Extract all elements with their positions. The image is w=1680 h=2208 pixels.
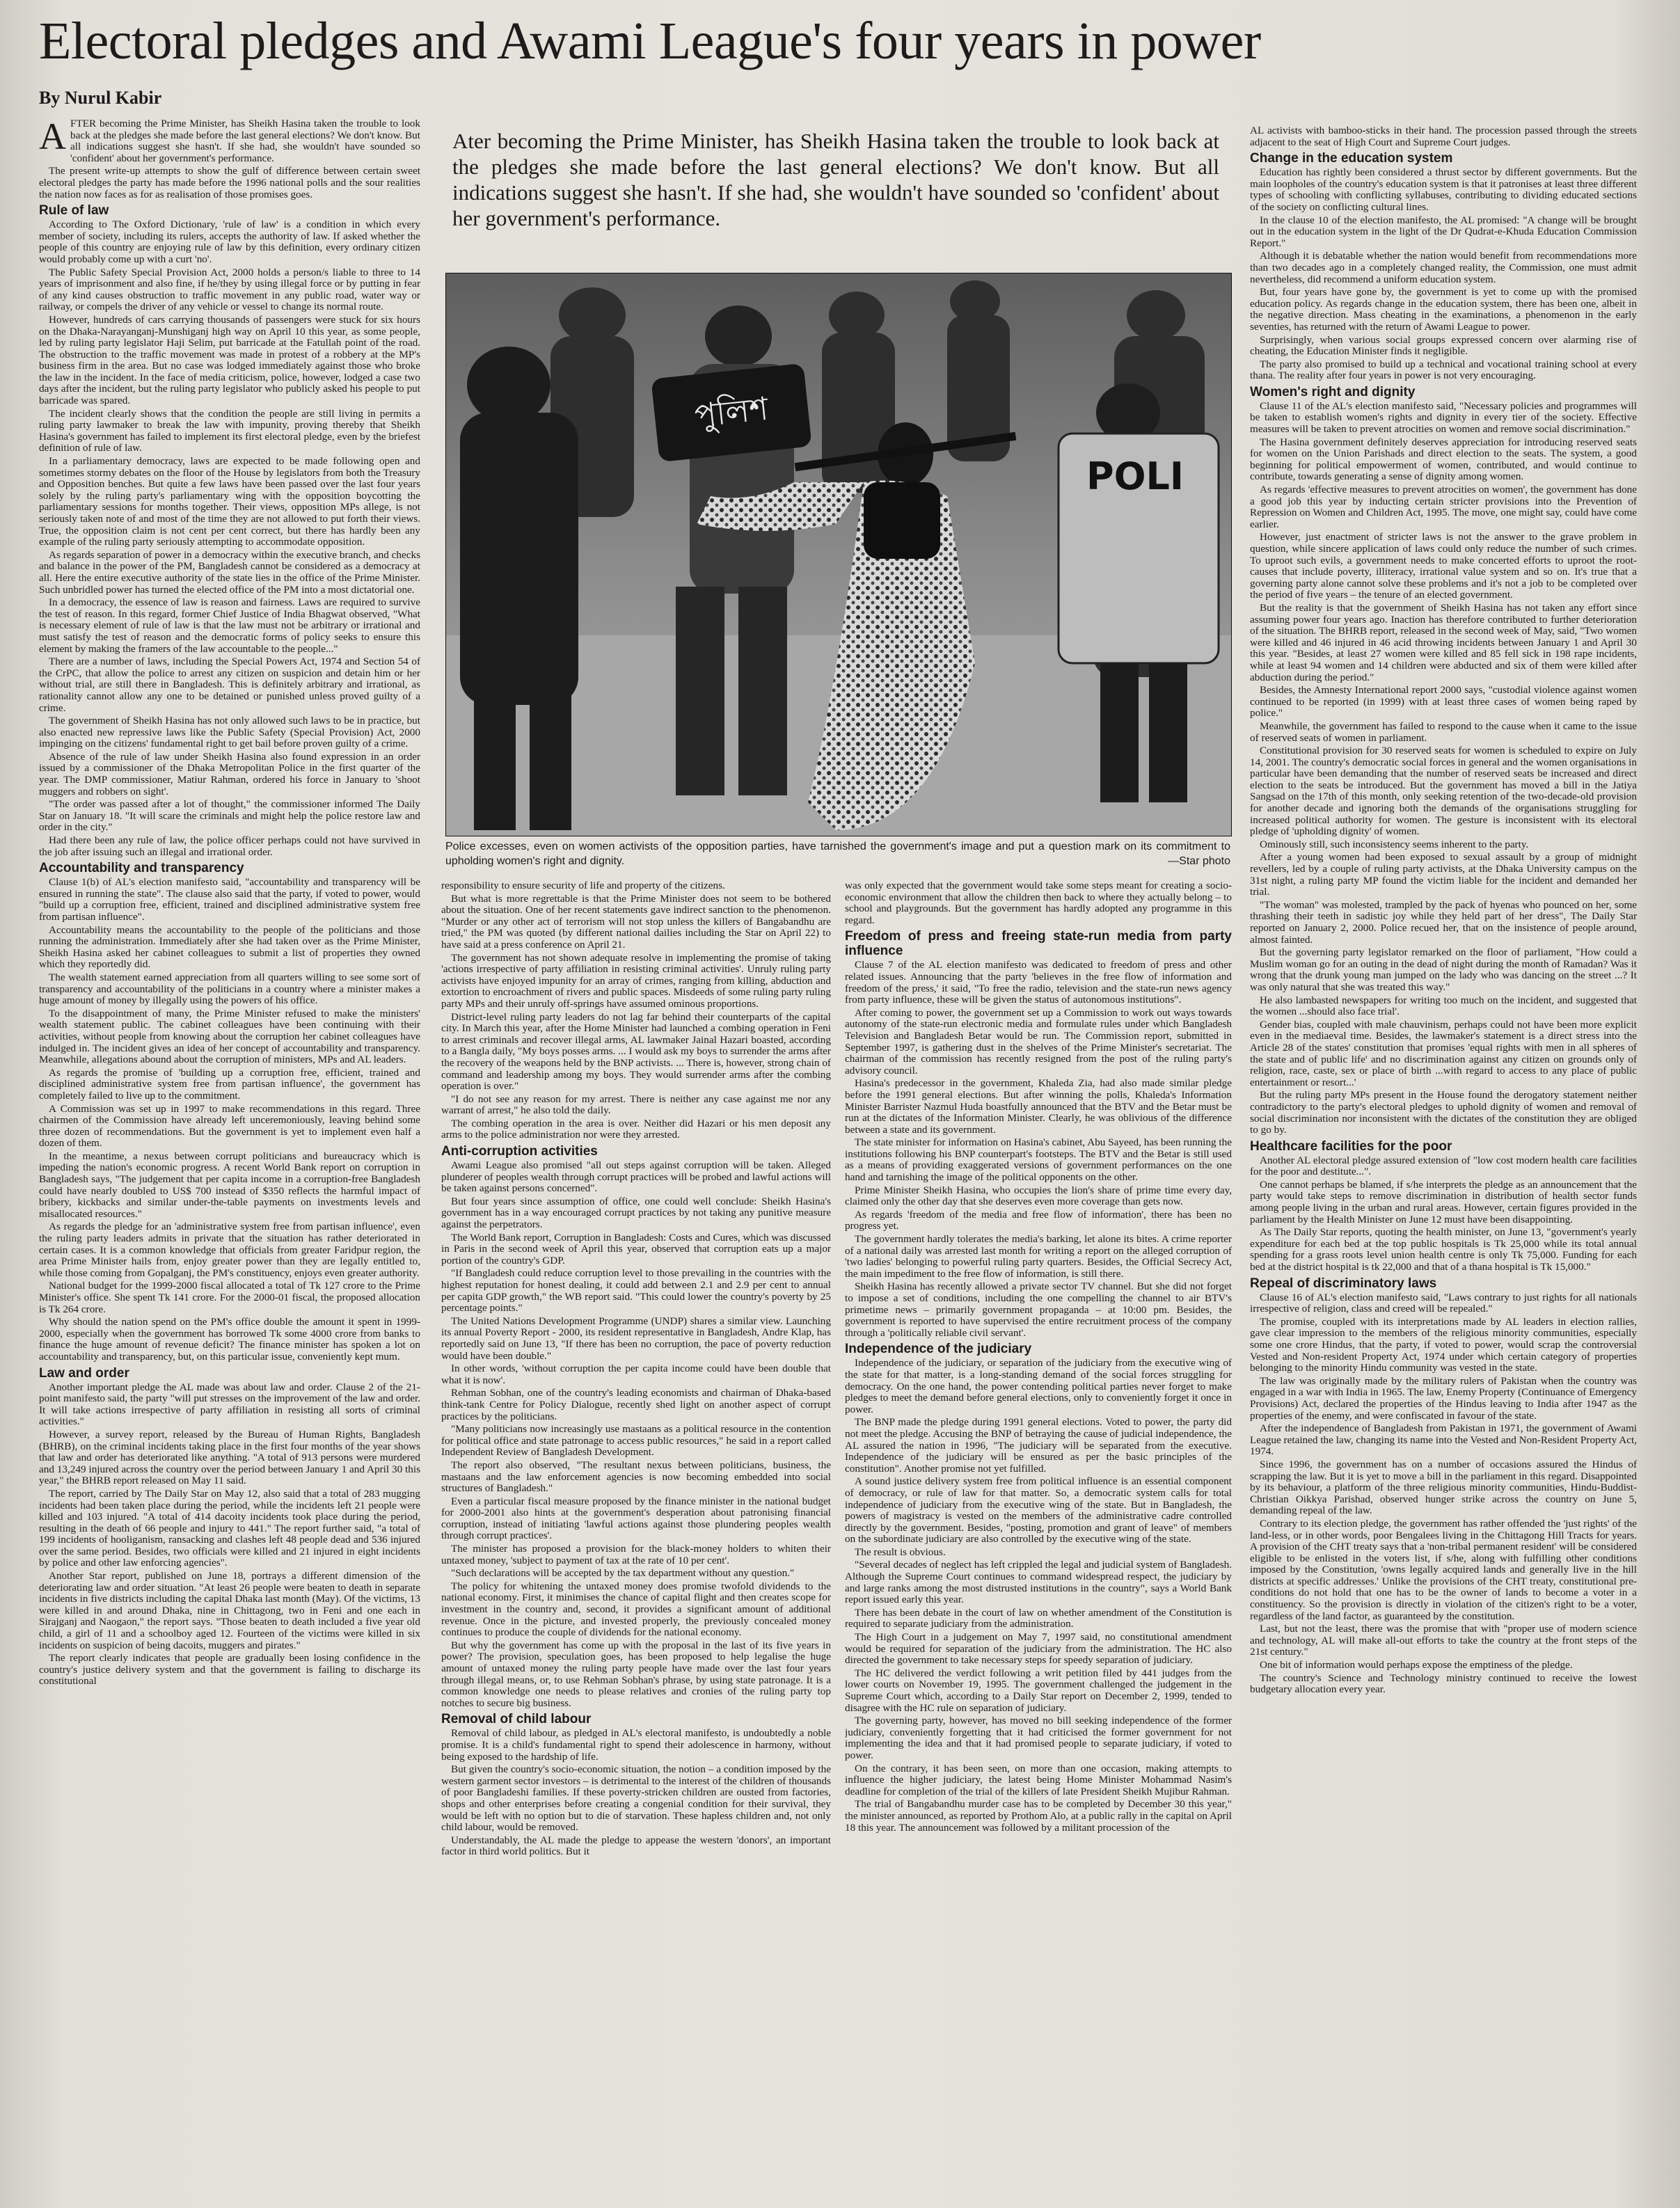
paragraph: A Commission was set up in 1997 to make recommendations in this regard. Three chairmen of the Commission have already left unceremoniously, leaving behind some three dozen of recommendations. But the government is yet to implement even half a dozen of them. (39, 1102, 420, 1150)
paragraph: As regards separation of power in a democracy within the executive branch, and checks and balance in the power of the PM, Bangladesh cannot be considered as a democracy at all. Here the entire executive authority of the state lies in the office of the Prime Minister. Such unbridled power has turned the elected office of the PM into a most dictatorial one. (39, 548, 420, 596)
paragraph: responsibility to ensure security of life and property of the citizens. (441, 880, 725, 891)
paragraph: According to The Oxford Dictionary, 'rule of law' is a condition in which every member of society, including its rulers, accepts the authority of law. If asked whether the people of this country are enjoying rule of law by this definition, every ordinary citizen would probably come up with a curt 'no'. (39, 219, 420, 265)
article-column-1 (39, 118, 420, 2195)
paragraph: was only expected that the government would take some steps meant for creating a socio-economic environment that allow the children then back to where they actually belong – to school and playgrounds. But the government has hardly adopted any programme in this regard. (845, 880, 1232, 926)
paragraph: The party also promised to build up a technical and vocational training school at every thana. The reality after four years in power is not very encouraging. (1250, 358, 1637, 382)
paragraph: "I do not see any reason for my arrest. There is neither any case against me nor any warrant of arrest," he also told the daily. (441, 1093, 831, 1117)
paragraph: Surprisingly, when various social groups expressed concern over alarming rise of cheating, the Education Minister finds it negligible. (1250, 333, 1637, 358)
paragraph: There are a number of laws, including the Special Powers Act, 1974 and Section 54 of the CrPC, that allow the police to arrest any citizen on suspicion and detain him or her without trial, are still there in Bangladesh. This is definitely arbitrary and irrational, as rationality cannot allow any one to be detained or punished unless proved guilty of a crime. (39, 656, 420, 714)
paragraph: The incident clearly shows that the condition the people are still living in permits a ruling party lawmaker to break the law with impunity, proving thereby that Sheikh Hasina's government has failed to implement its first electoral pledge, even by the briefest definition of rule of law. (39, 407, 420, 454)
paragraph: Clause 1(b) of AL's election manifesto said, "accountability and transparency will be ensured in running the state". The clause also said that the party, if voted to power, would "build up a corruption free, efficient, trained and disciplined administrative system free from partisan influence". (39, 876, 420, 923)
section-heading-accountability: Accountability and transparency (39, 861, 244, 876)
paragraph: "If Bangladesh could reduce corruption level to those prevailing in the countries with the highest reputation for honest dealing, it could add between 2.1 and 2.9 per cent to annual per capita GDP growth," the WB report said. "This could lower the country's poverty by 25 percentage points." (441, 1267, 831, 1315)
paragraph: In the clause 10 of the election manifesto, the AL promised: "A change will be brought out in the education system in the light of the Dr Qudrat-e-Khuda Education Commission Report." (1250, 214, 1637, 249)
paragraph: The HC delivered the verdict following a writ petition filed by 441 judges from the lower courts on November 19, 1995. The government challenged the judgement in the Supreme Court which, according to a Daily Star report on December 2, 1999, tended to disagree with the HC rule on separation of judiciary. (845, 1667, 1232, 1714)
paragraph: The United Nations Development Programme (UNDP) shares a similar view. Launching its annual Poverty Report - 2000, its resident representative in Bangladesh, Andre Klap, has reportedly said on June 13, "If there has been no corruption, the pace of poverty reduction would have been double." (441, 1315, 831, 1362)
paragraph: The government of Sheikh Hasina has not only allowed such laws to be in practice, but also enacted new repressive laws like the Public Safety (Special Provision) Act, 2000 impinging on the citizens' fundamental right to get bail before proven guilty of a crime. (39, 715, 420, 750)
paragraph: However, hundreds of cars carrying thousands of passengers were stuck for six hours on the Dhaka-Narayanganj-Munshiganj high way on April 10 this year, as some people, led by ruling party legislator Haji Selim, put barricade at the Fatullah point of the road. The obstruction to the traffic movement was made in protest of a robbery at the MP's business firm in the area. But no case was lodged immediately against those who broke the law in the incident. In the face of media criticism, police, however, lodged a case two days after the incident, but the ruling party legislator who publicly asked his people to put barricade was spared. (39, 313, 420, 407)
paragraph: However, just enactment of stricter laws is not the answer to the grave problem in question, while sincere application of laws could only reduce the number of such crimes. To uproot such evils, a government needs to make concerted efforts to uproot the root-causes that include poverty, illiteracy, irrational value system and so on. It's true that a governing party alone cannot solve these problems and it's not a job to be completed over the period of five years – the tenure of an elected government. (1250, 531, 1637, 601)
paragraph: Last, but not the least, there was the promise that with "proper use of modern science and technology, AL will make all-out efforts to take the country at the front steps of the 21st century." (1250, 1623, 1637, 1658)
paragraph: National budget for the 1999-2000 fiscal allocated a total of Tk 127 crore to the Prime Minister's office. She spent Tk 141 crore. For the 2000-01 fiscal, the proposed allocation is Tk 264 crore. (39, 1280, 420, 1315)
paragraph: Another important pledge the AL made was about law and order. Clause 2 of the 21-point manifesto said, the party "will put stresses on the improvement of the law and order. It will take actions irrespective of party affiliation in resisting all sorts of criminal activities." (39, 1381, 420, 1428)
paragraph: Although it is debatable whether the nation would benefit from recommendations more than two decades ago in a completely changed reality, the Commission, one must admit nevertheless, did recommend a uniform education system. (1250, 250, 1637, 285)
paragraph: Accountability means the accountability to the people of the politicians and those running the administration. Immediately after she had taken over as the Prime Minister, Sheikh Hasina asked her cabinet colleagues to submit a list of properties they owned which they reportedly did. (39, 923, 420, 971)
paragraph: The trial of Bangabandhu murder case has to be completed by December 30 this year," the minister announced, as reported by Prothom Alo, at a public rally in the capital on April 18 this year. The announcement was followed by a militant procession of the (845, 1798, 1232, 1834)
paragraph: "The woman" was molested, trampled by the pack of hyenas who pounced on her, some thrashing their teeth in sadistic joy while they held part of her dress", The Daily Star reported on January 2, 2000. Police recued her, that on the insistence of people around, almost fainted. (1250, 898, 1637, 946)
paragraph: The World Bank report, Corruption in Bangladesh: Costs and Cures, which was discussed in Paris in the second week of April this year, observed that corruption eats up a major portion of the country's GDP. (441, 1231, 831, 1266)
paragraph: But the governing party legislator remarked on the floor of parliament, "How could a Muslim woman go for an outing in the dead of night during the month of Ramadan? Was it wrong that the drunk young man jumped on the lady who was dancing on the street ...? It was only natural that she was treated this way." (1250, 946, 1637, 993)
shield-label: পুলিশ (692, 389, 770, 435)
paragraph: The report, carried by The Daily Star on May 12, also said that a total of 283 mugging incidents had been taken place during the period, while the incidents left 21 people were killed and 103 injured. "A total of 414 dacoity incidents took place during the period, resulting in the death of 66 people and injury to 441." The report further said, "a total of 199 incidents of hooliganism, ransacking and clashes left 48 people dead and 536 injured over the same period. Besides, two officials were killed and 21 injured in eight incidents by police and other law enforcing agencies". (39, 1487, 420, 1569)
section-heading-women: Women's right and dignity (1250, 384, 1416, 399)
paragraph: The report clearly indicates that people are gradually been losing confidence in the country's justice delivery system and that the government is failing to discharge its constitutional (39, 1652, 420, 1687)
paragraph: One bit of information would perhaps expose the emptiness of the pledge. (1260, 1659, 1573, 1671)
paragraph: Prime Minister Sheikh Hasina, who occupies the lion's share of prime time every day, claimed only the other day that she deserves even more coverage than gets now. (845, 1184, 1232, 1208)
paragraph: The minister has proposed a provision for the black-money holders to whiten their untaxed money, 'subject to payment of tax at the rate of 10 per cent'. (441, 1543, 831, 1566)
paragraph: The state minister for information on Hasina's cabinet, Abu Sayeed, has been running the institutions following his BNP counterpart's footsteps. The BTV and the Betar is still used as a means of providing exaggerated versions of government performances on the one hand and tarnishing the image of the political opponents on the other. (845, 1136, 1232, 1184)
paragraph: But, four years have gone by, the government is yet to come up with the promised education policy. As regards change in the education system, there has been one, albeit in the negative direction. Mass cheating in the examinations, a phenomenon in the early seventies, has returned with the return of Awami League to power. (1250, 286, 1637, 333)
section-heading-judiciary: Independence of the judiciary (845, 1342, 1032, 1357)
byline: By Nurul Kabir (39, 88, 162, 108)
section-heading-rule-of-law: Rule of law (39, 203, 109, 219)
paragraph: Absence of the rule of law under Sheikh Hasina also found expression in an order issued by a commissioner of the Dhaka Metropolitan Police in the first quarter of the year. The DMP commissioner, Matiur Rahman, ordered his force in January to 'shoot muggers and robbers on sight'. (39, 750, 420, 797)
paragraph: The High Court in a judgement on May 7, 1997 said, no constitutional amendment would be required for separation of the judiciary from the administration. The HC also directed the government to take necessary steps for speedy separation of judiciary. (845, 1631, 1232, 1667)
paragraph: In a democracy, the essence of law is reason and fairness. Laws are required to survive the test of reason. In this regard, former Chief Justice of India Bhagwat observed, "What is necessary element of rule of law is that the law must not be arbitrary or irrational and must satisfy the test of reason and the democratic forms of policy seeks to ensure this element by making the framers of the law accountable to the people..." (39, 596, 420, 655)
paragraph: As regards the pledge for an 'administrative system free from partisan influence', even the ruling party leaders admits in private that the situation has rather deteriorated in certain cases. It is a common knowledge that officials from greater Faridpur region, the area Prime Minister hails from, enjoy greater power than they are legally entitled to, while those coming from Gopalganj, the PM's constituency, enjoys even greater authority. (39, 1221, 420, 1279)
paragraph: The Hasina government definitely deserves appreciation for introducing reserved seats for women on the Union Parishads and direct election to the seats. The system, a good beginning for political empowerment of women, contributed, and would continue to contribute, towards generating a sense of dignity among women. (1250, 436, 1637, 483)
paragraph: Constitutional provision for 30 reserved seats for women is scheduled to expire on July 14, 2001. The country's democratic social forces in general and the women organisations in particular have been demanding that the number of reserved seats be increased and direct election to the seats be introduced. But the government has moved a bill in the Jatiya Sangsad on the 17th of this month, only seeking retention of the two-decade-old provision for another decade and ignoring both the demands of the organisations struggling for increased political authority for women. The gesture is inconsistent with its electoral pledge of 'upholding dignity' of women. (1250, 745, 1637, 838)
paragraph: Removal of child labour, as pledged in AL's electoral manifesto, is undoubtedly a noble promise. It is a child's fundamental right to spend their adolescence in harmony, without being exposed to the hardship of life. (441, 1727, 831, 1763)
paragraph: But four years since assumption of office, one could well conclude: Sheikh Hasina's government has in a way encouraged corrupt practices by not taking any punitive measure against the perpetrators. (441, 1195, 831, 1231)
paragraph: But why the government has come up with the proposal in the last of its five years in power? The provision, speculation goes, has been proposed to help legalise the huge amount of untaxed money the ruling party people have made over the last four years through illegal means, or, to use Rehman Sobhan's phrase, by using state patronage. It is a common knowledge one needs to please relatives and cronies of the ruling party top notches to secure big business. (441, 1639, 831, 1709)
paragraph: One cannot perhaps be blamed, if s/he interprets the pledge as an announcement that the party would take steps to remove discrimination in distribution of health sector funds among people living in the urban and rural areas. However, certain figures provided in the parliament by the Health Minister on June 12 must have been disappointing. (1250, 1178, 1637, 1225)
news-photo (445, 273, 1232, 836)
paragraph: After the independence of Bangladesh from Pakistan in 1971, the government of Awami League retained the law, changing its name into the Vested and Non-Resident Property Act, 1974. (1250, 1422, 1637, 1458)
paragraph: Besides, the Amnesty International report 2000 says, "custodial violence against women continued to be reported (in 1999) with at least three cases of women being raped by police." (1250, 684, 1637, 720)
paragraph: The BNP made the pledge during 1991 general elections. Voted to power, the party did not meet the pledge. Accusing the BNP of betraying the cause of judicial independence, the AL assured the nation in 1996, "The judiciary will be separated from the executive. Independence of the judiciary will be ensured as per the basic principles of the constitution". Another promise not yet fulfilled. (845, 1416, 1232, 1475)
paragraph: Hasina's predecessor in the government, Khaleda Zia, had also made similar pledge before the 1991 general elections. But after winning the polls, Khaleda's Information Minister Barrister Nazmul Huda boastfully announced that the BTV and the Betar must be run at the dictates of the Information Minister. Clearly, he was oblivious of the difference between a state and its government. (845, 1077, 1232, 1136)
paragraph: Awami League also promised "all out steps against corruption will be taken. Alleged plunderer of peoples wealth through corrupt practices will be probed and lawful actions will be taken against persons concerned". (441, 1159, 831, 1195)
paragraph: But given the country's socio-economic situation, the notion – a condition imposed by the western garment sector investors – is detrimental to the interest of the children of thousands of poor Bangladeshi families. If these poverty-stricken children are ousted from factories, shops and other enterprises before creating a congenial condition for their survival, they would be left with no option but to die of starvation. These hapless children and, not only child labour, would be removed. (441, 1763, 831, 1834)
paragraph: The wealth statement earned appreciation from all quarters willing to see some sort of transparency and accountability of the politicians in a country where a minister makes a huge amount of money by illegally using the powers of his office. (39, 971, 420, 1007)
section-heading-anti-corruption: Anti-corruption activities (441, 1144, 598, 1159)
paragraph: The country's Science and Technology ministry continued to receive the lowest budgetary allocation every year. (1250, 1671, 1637, 1696)
paragraph: Since 1996, the government has on a number of occasions assured the Hindus of scrapping the law. But it is yet to move a bill in the parliament in this regard. Disappointed by its behaviour, a platform of the three religious minority communities, Hindu-Buddist-Christian Oikkya Parishad, observed hunger strike across the country on June 5, demanding repeal of the law. (1250, 1458, 1637, 1517)
paragraph: The government hardly tolerates the media's barking, let alone its bites. A crime reporter of a national daily was arrested last month for writing a report on the alleged corruption of 'two ladies' belonging to powerful ruling party quarters. Besides, the Official Secrecy Act, the main impediment to the free flow of information, is still there. (845, 1233, 1232, 1280)
paragraph: "The order was passed after a lot of thought," the commissioner informed The Daily Star on January 18. "It will scare the criminals and might help the police restore law and order in the city." (39, 798, 420, 834)
paragraph: But the reality is that the government of Sheikh Hasina has not taken any effort since assuming power four years ago. Inaction has therefore contributed to further deterioration of the situation. The BHRB report, released in the second week of May, said, "Two women were killed and 46 injured in 46 acid throwing incidents between January 1 and April 30 this year. "Besides, at least 27 women were killed and 85 fell sick in 198 rape incidents, while at least 94 women and 14 children were abducted and six of them were killed after abduction during the period." (1250, 601, 1637, 683)
section-heading-repeal-laws: Repeal of discriminatory laws (1250, 1276, 1437, 1291)
article-column-4 (1250, 125, 1637, 2195)
pull-quote: Ater becoming the Prime Minister, has Sheikh Hasina taken the trouble to look back at the pledges she made before the last general elections? We don't know. But all indications suggest she hasn't. If she had, she wouldn't have sounded so 'confident' about her government's performance. (452, 129, 1219, 230)
paragraph: After a young women had been exposed to sexual assault by a group of midnight revellers, led by a couple of ruling party activists, at the Dhaka University campus on the 31st night, a ruling party MP found the victim liable for the incident and demanded her trial. (1250, 851, 1637, 898)
section-heading-press-freedom: Freedom of press and freeing state-run media from party influence (845, 929, 1232, 959)
paragraph: In other words, 'without corruption the per capita income could have been double that what it is now'. (441, 1363, 831, 1386)
headline: Electoral pledges and Awami League's four years in power (39, 12, 1261, 70)
paragraph: As regards the promise of 'building up a corruption free, efficient, trained and disciplined administrative system free from partisan influence', the government has completely failed to live up to the commitment. (39, 1066, 420, 1102)
paragraph: He also lambasted newspapers for writing too much on the incident, and suggested that the women ...should also face trial'. (1250, 994, 1637, 1018)
drop-cap: A (39, 118, 66, 157)
paragraph: Another AL electoral pledge assured extension of "low cost modern health care facilities for the poor and destitute...". (1250, 1154, 1637, 1178)
paragraph: To the disappointment of many, the Prime Minister refused to make the ministers' wealth statement public. The cabinet colleagues have been continuing with their activities, without people from knowing about the corruption her cabinet colleagues have indulged in. The incident gives an idea of her concept of accountability and transparency. Meanwhile, allegations abound about the corruption of ministers, MPs and AL leaders. (39, 1007, 420, 1066)
paragraph: The government has not shown adequate resolve in implementing the promise of taking 'actions irrespective of party affiliation in resisting criminal activities'. Unruly ruling party activists have enjoyed impunity for an array of crimes, ranging from killing, abduction and extortion to encroachment of rivers and public spaces. Misdeeds of some ruling party ruling party MPs and their unruly off-springs have assumed ominous proportions. (441, 951, 831, 1010)
paragraph: "Many politicians now increasingly use mastaans as a political resource in the contention for political office and state patronage to access public resources," he said in a report called Independent Review of Bangladesh Development. (441, 1423, 831, 1459)
police-protest-photo (446, 273, 1231, 836)
paragraph: On the contrary, it has been seen, on more than one occasion, making attempts to influence the higher judiciary, the latest being Home Minister Mohammad Nasim's deadline for completion of the trial of the killers of late President Sheikh Mujibur Rahman. (845, 1762, 1232, 1797)
paragraph: In the meantime, a nexus between corrupt politicians and bureaucracy which is impeding the nation's economic progress. A recent World Bank report on corruption in Bangladesh says, "The judgement that per capita income in a corruption-free Bangladesh could have nearly doubled to US$ 700 instead of $350 reflects the harmful impact of bribery, kickbacks and similar under-the-table payments on investments levels and misallocated resources." (39, 1150, 420, 1220)
paragraph: The result is obvious. (855, 1546, 946, 1558)
paragraph: The present write-up attempts to show the gulf of difference between certain sweet electoral pledges the party has made before the 1996 national polls and the sour realities the nation now faces as for as realisation of those promises goes. (39, 165, 420, 200)
paragraph: As regards 'freedom of the media and free flow of information', there has been no progress yet. (845, 1208, 1232, 1232)
paragraph: "Such declarations will be accepted by the tax department without any question." (451, 1567, 795, 1580)
section-heading-healthcare: Healthcare facilities for the poor (1250, 1138, 1452, 1154)
intro-paragraph: AFTER becoming the Prime Minister, has Sheikh Hasina taken the trouble to look back at the pledges she made before the last general elections? We don't know. But all indications suggest she hasn't. If she had, she wouldn't have sounded so 'confident' about her government's performance. (39, 118, 420, 164)
paragraph: Why should the nation spend on the PM's office double the amount it spent in 1999-2000, especially when the government has borrowed Tk some 4000 crore from banks to finance the huge amount of revenue deficit? The finance minister has spoken a lot on accountability and transparency, but, on this particular issue, conveniently kept mum. (39, 1316, 420, 1363)
paragraph: Understandably, the AL made the pledge to appease the western 'donors', an important factor in third world politics. But it (441, 1834, 831, 1858)
paragraph: The policy for whitening the untaxed money does promise twofold dividends to the national economy. First, it minimises the chance of capital flight and then creates scope for investment in the country and, second, it provides a significant amount of additional revenue. Once in the picture, and invested properly, the previously concealed money continues to produce the couple of dividends for the national economy. (441, 1580, 831, 1639)
paragraph: Sheikh Hasina has recently allowed a private sector TV channel. But she did not forget to impose a set of conditions, including the one compelling the channel to air BTV's primetime news – primarily government propaganda – at 10:00 pm. Besides, the government is reported to have supervised the entire recruitment process of the company through a 'politically reliable civil servant'. (845, 1280, 1232, 1339)
paragraph: The Public Safety Special Provision Act, 2000 holds a person/s liable to three to 14 years of imprisonment and also fine, if he/they by using illegal force or by putting in fear of any kind causes obstruction to traffic movement in any public road, water way or railway, or compels the driver of any vehicle or vessel to change its normal route. (39, 266, 420, 313)
shield-label-2: POLI (1086, 454, 1184, 498)
paragraph: AL activists with bamboo-sticks in their hand. The procession passed through the streets adjacent to the seat of High Court and Supreme Court judges. (1250, 125, 1637, 148)
paragraph: But the ruling party MPs present in the House found the derogatory statement neither contradictory to the party's electoral pledges to uphold dignity of women and removal of social discrimination nor inconsistent with the dictates of the constitution they are obliged to go by. (1250, 1089, 1637, 1136)
paragraph: Clause 16 of AL's election manifesto said, "Laws contrary to just rights for all nationals irrespective of religion, class and creed will be repealed." (1250, 1291, 1637, 1315)
section-heading-law-and-order: Law and order (39, 1365, 129, 1381)
article-column-3 (845, 880, 1232, 2195)
paragraph: Independence of the judiciary, or separation of the judiciary from the executive wing of the state for that matter, is a long-standing demand of the social forces struggling for democracy. On the one hand, the power contending political parties never forget to make pledges to meet the demand before general elections, only to conveniently forget it once in power. (845, 1357, 1232, 1415)
paragraph: Gender bias, coupled with male chauvinism, perhaps could not have been more explicit even in the mediaeval time. Besides, the lawmaker's statement is a direct stress into the Article 28 of the states' constitution that promises 'equal rights with men in all spheres of the state and of public life' and no discrimination against any citizen on grounds only of religion, race, caste, sex or place of birth ...with regard to access to any place of public entertainment or resort...' (1250, 1018, 1637, 1088)
paragraph: The governing party, however, has moved no bill seeking independence of the former judiciary, conveniently forgetting that it had criticised the former government for not implementing the idea and that it had promised people to separate judiciary, if voted to power. (845, 1715, 1232, 1761)
paragraph: Even a particular fiscal measure proposed by the finance minister in the national budget for 2000-2001 also hints at the government's desperation about patronising financial corruption, instead of initiating 'lawful actions against those plundering peoples wealth through corrupt practices'. (441, 1495, 831, 1542)
section-heading-child-labour: Removal of child labour (441, 1712, 592, 1727)
paragraph: As The Daily Star reports, quoting the health minister, on June 13, "government's yearly expenditure for each bed at the top public hospitals is Tk 25,000 while its total annual spending for a grass roots level union health centre is only Tk 75,000. Funding for each bed at the district hospital is tk 22,000 and that of a thana hospital is Tk 15,000." (1250, 1226, 1637, 1273)
section-heading-education: Change in the education system (1250, 151, 1453, 166)
paragraph: District-level ruling party leaders do not lag far behind their counterparts of the capital city. In March this year, after the Home Minister had launched a combing operation in Feni to arrest criminals and recover illegal arms, AL lawmaker Jainal Hazari boasted, according to a Bangla daily, "My boys posses arms. ... I would ask my boys to surrender the arms after the recovery of the weapons held by the BNP activists. ... There is, however, strong chain of command and leadership among my boys. They would surrender arms after the combing operation is over." (441, 1010, 831, 1093)
paragraph: In a parliamentary democracy, laws are expected to be made following open and sometimes stormy debates on the floor of the House by legislators from both the Treasury and Opposition benches. But quite a few laws have been passed over the last four years solely by the ruling party's parliamentary wing with the opposition boycotting the parliamentary sessions for months together. Their views, opposition MPs allege, is not seriously taken note of and most of the time they are not allowed to put forth their views. True, the opposition claim is not cent per cent correct, but there has hardly been any example of the ruling party seriously attempting to accommodate opposition. (39, 455, 420, 548)
paragraph: Education has rightly been considered a thrust sector by different governments. But the main loopholes of the country's education system is that it patronises at least three different types of schooling with conflicting syllabuses, contributing to dividing educated sections of the society on conflicting cultural lines. (1250, 166, 1637, 213)
caption-text: Police excesses, even on women activists of the opposition parties, have tarnished the government's image and put a question mark on its commitment to upholding women's right and dignity. (445, 841, 1230, 867)
paragraph: The promise, coupled with its interpretations made by AL leaders in election rallies, gave clear impression to the members of the religious minority communities, especially some one crore Hindus, that the party, if voted to power, would scrap the controversial Vested and Non-resident Property Act, 1974 under which certain category of properties belonging to the minority Hindu community was vested in the state. (1250, 1315, 1637, 1374)
paragraph: Contrary to its election pledge, the government has rather offended the 'just rights' of the land-less, or in other words, poor Bengalees living in the Chittagong Hill Tracts for years. A provision of the CHT treaty says that a 'non-tribal permanent resident' will be considered eligible to be enlisted in the voters list, if s/he, along with fulfilling other conditions imposed by the Constitution, 'owns legally acquired lands and generally live in the hill districts at specific addresses.' Unlike the provisions of the CHT treaty, constitutional pre-conditions do not hold that one has to be the owner of lands to become a voter in a constituency. So the provision is directly in violation of the citizen's right to be a voter, regardless of the land factor, as guaranteed by the constitution. (1250, 1517, 1637, 1622)
photo-caption (445, 839, 1230, 874)
paragraph: The report also observed, "The resultant nexus between politicians, business, the mastaans and the law enforcement agencies is now becoming embedded into social structures of Bangladesh." (441, 1459, 831, 1495)
article-column-2 (441, 880, 831, 2195)
paragraph: Meanwhile, the government has failed to respond to the cause when it came to the issue of reserved seats of women in parliament. (1250, 720, 1637, 744)
paragraph: "Several decades of neglect has left crippled the legal and judicial system of Bangladesh. Although the Supreme Court continues to command widespread respect, the judiciary by and large ranks among the most distrusted institutions in the country", says a World Bank report issued early this year. (845, 1559, 1232, 1606)
paragraph: However, a survey report, released by the Bureau of Human Rights, Bangladesh (BHRB), on the criminal incidents taking place in the first four months of the year shows that law and order has deteriorated like anything. "A total of 913 persons were murdered and 13,249 injured across the country over the period between January 1 and April 30 this year," the BHRB report released on May 11 said. (39, 1428, 420, 1487)
paragraph: The combing operation in the area is over. Neither did Hazari or his men deposit any arms to the police administration nor were they arrested. (441, 1117, 831, 1141)
paragraph: The law was originally made by the military rulers of Pakistan when the country was engaged in a war with India in 1965. The law, Enemy Property (Continuance of Emergency Provisions) Act, declared the properties of the Hindus leaving to India after 1947 as the properties of the enemy, and were confiscated in favour of the state. (1250, 1374, 1637, 1422)
paragraph: There has been debate in the court of law on whether amendment of the Constitution is required to separate judiciary from the administration. (845, 1606, 1232, 1630)
paragraph: But what is more regrettable is that the Prime Minister does not seem to be bothered about the situation. One of her recent statements gave indirect sanction to the phenomenon. "Murder or any other act of terrorism will not stop unless the killers of Bangabandhu are tried," the PM was quoted (by different national dailies including the Star on April 22) to have said at a press conference on April 21. (441, 892, 831, 951)
paragraph: After coming to power, the government set up a Commission to work out ways towards autonomy of the state-run electronic media and formulate rules under which Bangladesh Television and Bangladesh Betar would be run. The Commission report, submitted in September 1997, is gathering dust in the shelves of the Prime Minister's secretariat. The chairman of the commission has recently resigned from the post of the ruling party's advisory council. (845, 1006, 1232, 1077)
paragraph: As regards 'effective measures to prevent atrocities on women', the government has done a good job this year by inducting certain stricter provisions into the Prevention of Repression on Women and Children Act, 1995. The move, one might say, could have come earlier. (1250, 484, 1637, 530)
paragraph: Ominously still, such inconsistency seems inherent to the party. (1260, 838, 1529, 850)
paragraph: Clause 7 of the AL election manifesto was dedicated to freedom of press and other related issues. Announcing that the party 'believes in the free flow of information and freedom of the press,' it said, "To free the radio, television and the state-run news agency from party influence, these will be given the status of autonomous institutions". (845, 959, 1232, 1006)
paragraph: A sound justice delivery system free from political influence is an essential component of democracy, or rule of law for that matter. So, a democratic system calls for total independence of judiciary from the executive wing of the state. But in Bangladesh, the powers of magistracy is vested on the members of the administrative cadre controlled directly by the government. Besides, "posting, promotion and grant of leave" of members on the subordinate judiciary are also controlled by the executive wing of the state. (845, 1475, 1232, 1546)
paragraph: Rehman Sobhan, one of the country's leading economists and chairman of Dhaka-based think-tank Centre for Policy Dialogue, recently shed light on another aspect of corrupt practices by the politicians. (441, 1387, 831, 1422)
paragraph: Another Star report, published on June 18, portrays a different dimension of the deteriorating law and order situation. "At least 26 people were beaten to death in separate incidents in five districts including the capital Dhaka last month (May). Of the victims, 13 were killed in and around Dhaka, nine in Chittagong, two in Feni and one each in Sirajganj and Naogaon," the report says. "Those beaten to death included a five year old child, a girl of 11 and a schoolboy aged 12. Fourteen of the victims were killed in six incidents on suspicion of being dacoits, muggers and pirates." (39, 1570, 420, 1651)
paragraph: Clause 11 of the AL's election manifesto said, "Necessary policies and programmes will be taken to establish women's rights and dignity in every tier of the society. Effective measures will be taken to prevent atrocities on women and remove social discrimination." (1250, 399, 1637, 436)
paragraph: Had there been any rule of law, the police officer perhaps could not have survived in the job after issuing such an illegal and irrational order. (39, 834, 420, 858)
photo-credit: —Star photo (1168, 855, 1230, 867)
